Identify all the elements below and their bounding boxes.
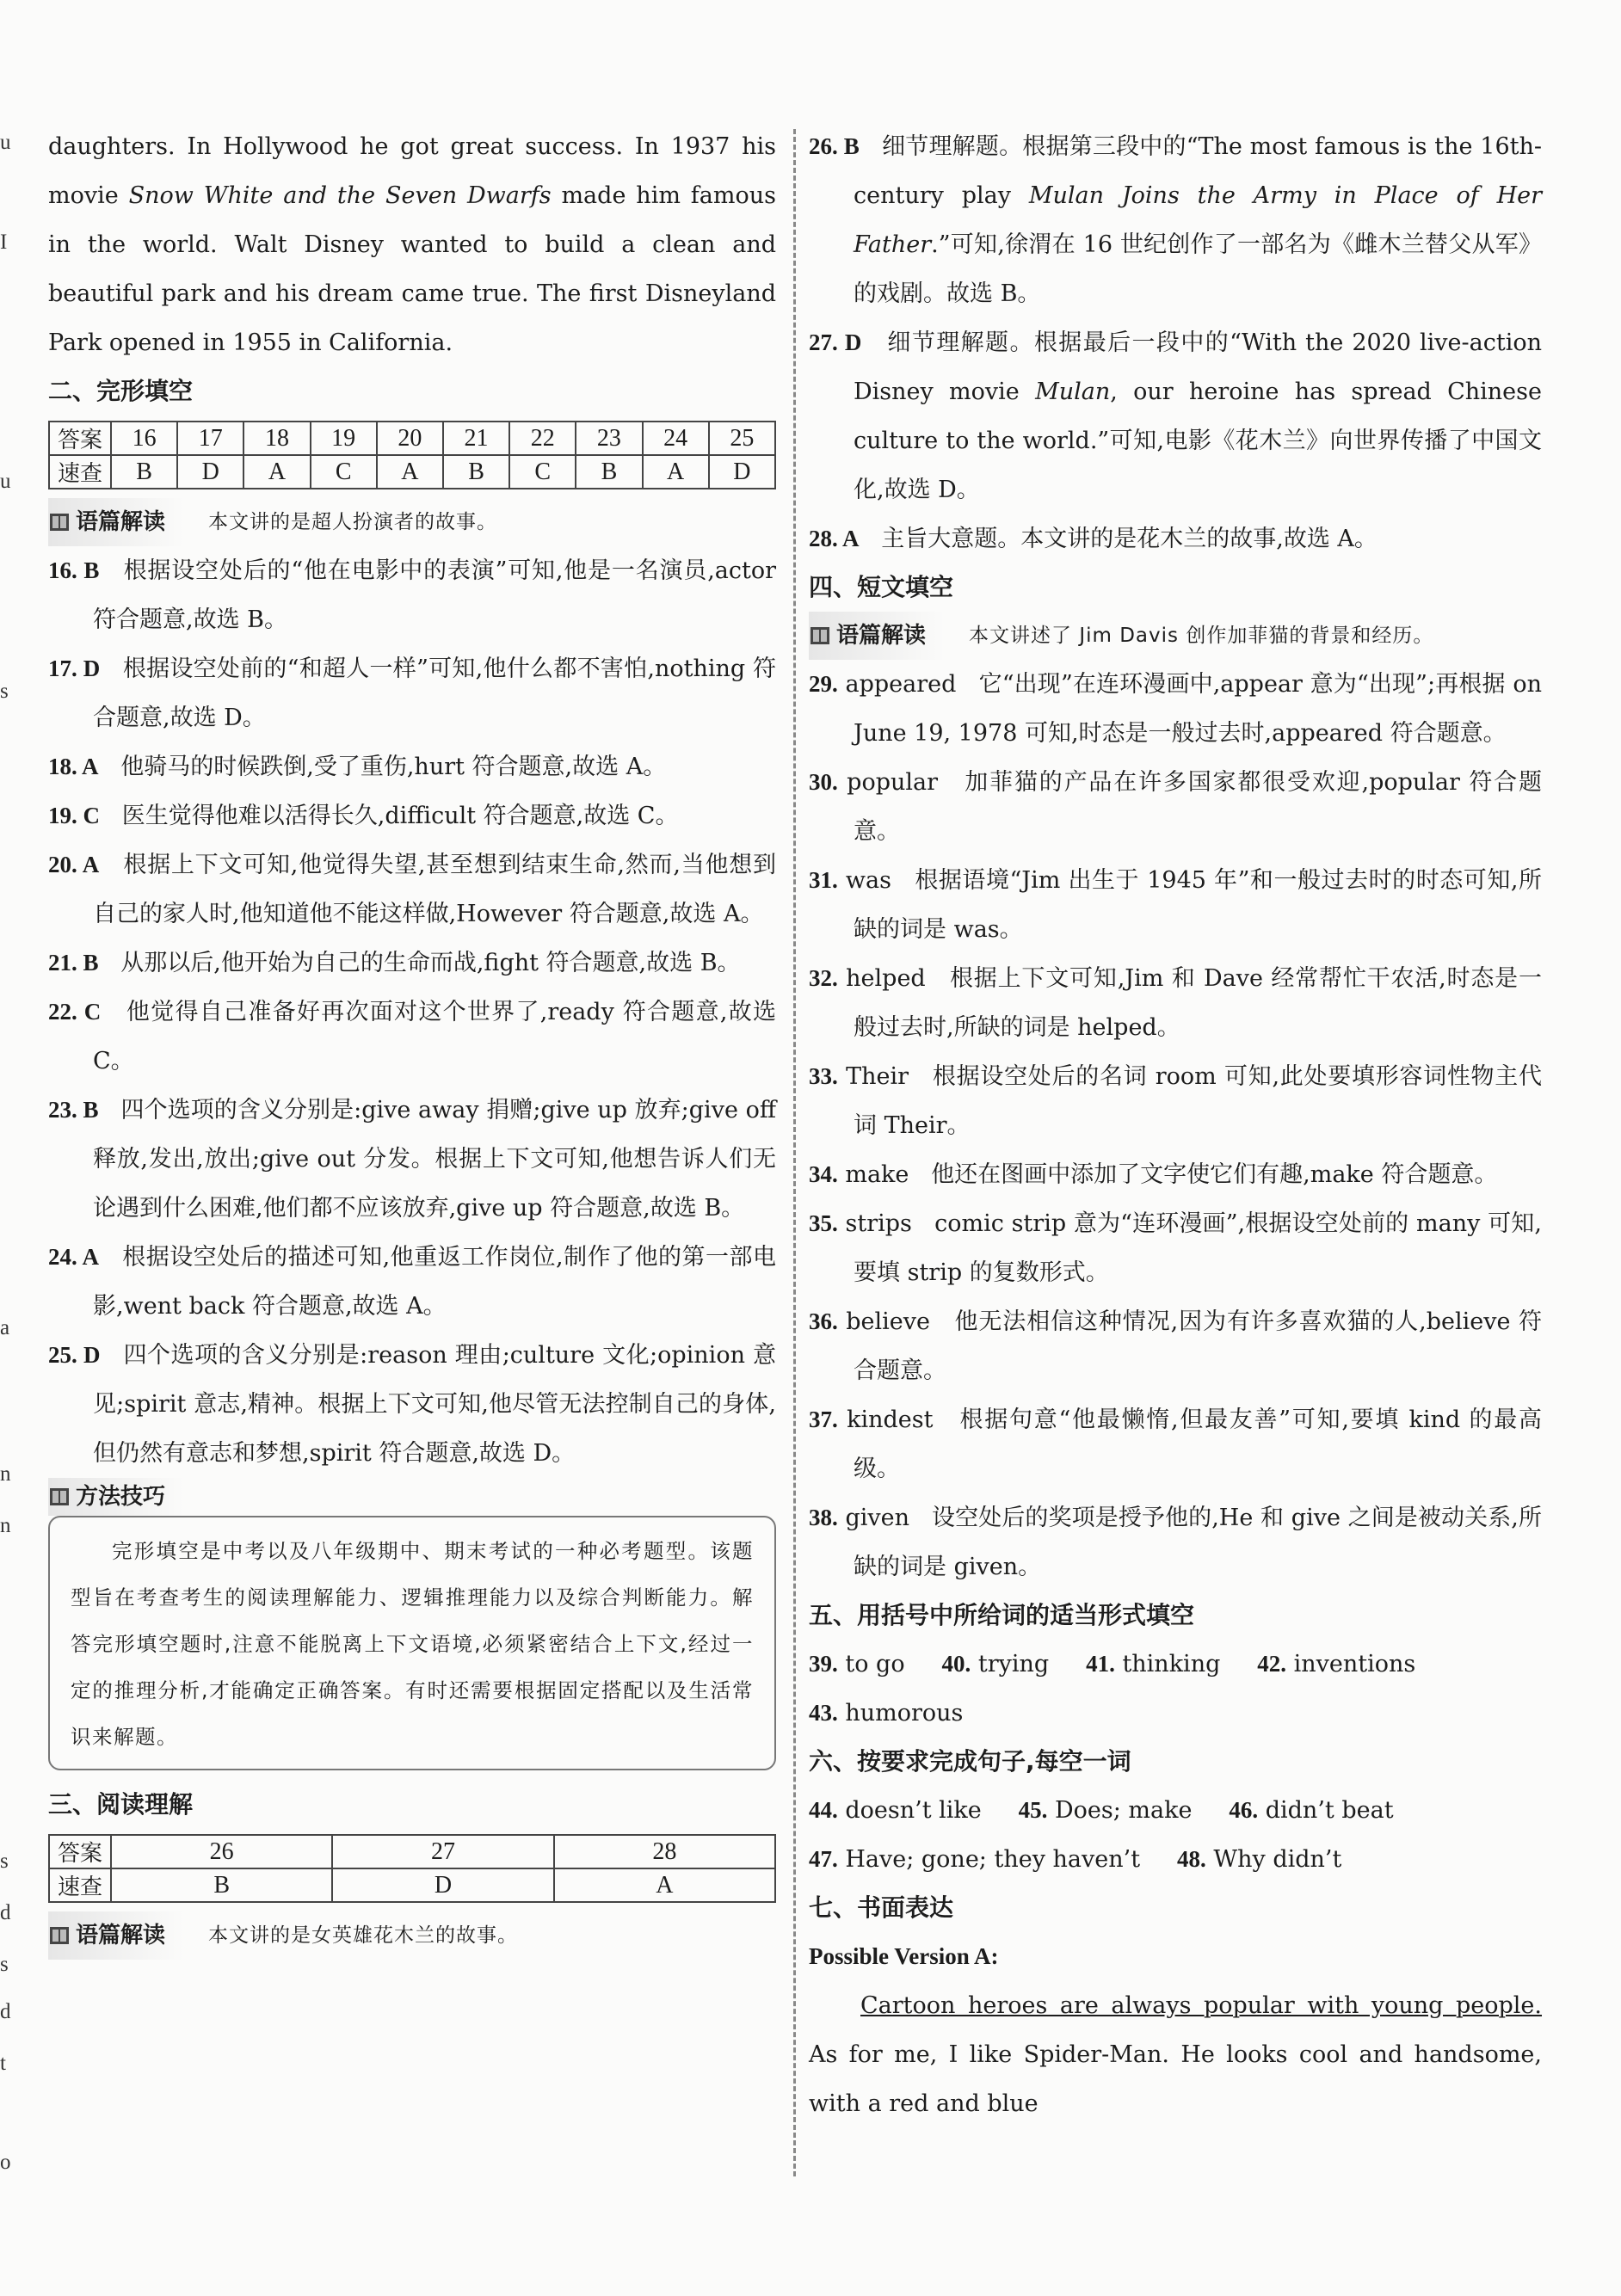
answer-cell: C [509, 455, 576, 489]
question-number: 28 [554, 1835, 775, 1868]
answer-cell: A [554, 1868, 775, 1902]
item-number: 36. [809, 1308, 838, 1334]
note-badge-label: 语篇解读 [76, 509, 166, 535]
item-number: 20. A [48, 852, 100, 877]
question-number: 27 [332, 1835, 553, 1868]
item-number: 37. [809, 1407, 838, 1432]
answer-word: believe [846, 1308, 930, 1335]
section6-title: 六、按要求完成句子,每空一词 [809, 1747, 1131, 1776]
note-badge [48, 498, 184, 546]
item-number: 38. [809, 1505, 838, 1530]
check-label: 速查 [49, 1868, 111, 1902]
item-text: 他还在图画中添加了文字使它们有趣,make 符合题意。 [931, 1161, 1498, 1188]
answer-word: appeared [845, 671, 957, 698]
answer-word: helped [846, 965, 926, 992]
item-text: 根据设空处后的名词 room 可知,此处要填形容词性物主代词 Their。 [854, 1063, 1542, 1139]
edge-char: d [0, 2000, 11, 2023]
movie-title: Snow White and the Seven Dwarfs [128, 182, 552, 209]
book-icon [48, 1486, 71, 1508]
item-number: 25. D [48, 1342, 101, 1368]
item-text: 根据设空处后的描述可知,他重返工作岗位,制作了他的第一部电影,went back 符合题意,故选 A。 [93, 1244, 776, 1320]
section7-title: 七、书面表达 [809, 1893, 954, 1922]
answer-cell: B [576, 455, 642, 489]
book-icon [809, 625, 831, 647]
answer-word: Have; gone; they haven’t [845, 1846, 1141, 1873]
edge-char: o [0, 2151, 11, 2174]
answer-word: Why didn’t [1213, 1846, 1342, 1873]
fill-item [809, 1199, 1542, 1297]
edge-char: u [0, 470, 11, 493]
item-text: 细节理解题。根据最后一段中的“With the 2020 live-action Disney movie [854, 329, 1543, 405]
explanation-item [48, 1086, 776, 1233]
essay-text: As for me, I like Spider-Man. He looks cool and handsome, with a red and blue [809, 2041, 1542, 2117]
section4-title: 四、短文填空 [809, 573, 954, 601]
passage-note [809, 612, 1542, 660]
section2-title: 二、完形填空 [48, 377, 194, 405]
question-number: 19 [311, 422, 377, 455]
tip-badge [48, 1478, 184, 1516]
item-text: 从那以后,他开始为自己的生命而战,fight 符合题意,故选 B。 [120, 950, 741, 976]
item-number: 18. A [48, 754, 99, 779]
item-number: 26. B [809, 133, 860, 159]
item-text: 根据上下文可知,Jim 和 Dave 经常帮忙干农活,时态是一般过去时,所缺的词是 helped。 [854, 965, 1542, 1041]
intro-text: daughters. In Hollywood he got great success. In 1937 his movie [48, 133, 776, 209]
tip-box: 完形填空是中考以及八年级期中、期末考试的一种必考题型。该题型旨在考查考生的阅读理解能力、逻辑推理能力以及综合判断能力。解答完形填空题时,注意不能脱离上下文语境,必须紧密结合上下文,经过一定的推理分析,才能确定正确答案。有时还需要根据固定搭配以及生活常识来解题。 [48, 1516, 776, 1770]
item-text: .”可知,徐渭在 16 世纪创作了一部名为《雌木兰替父从军》的戏剧。故选 B。 [854, 231, 1542, 307]
answer-word: popular [847, 769, 939, 796]
answer-word: humorous [845, 1700, 964, 1727]
item-number: 40. [941, 1651, 971, 1677]
answer-table-reading [48, 1834, 776, 1903]
item-number: 31. [809, 867, 838, 893]
item-text: comic strip 意为“连环漫画”,根据设空处前的 many 可知,要填 strip 的复数形式。 [854, 1210, 1543, 1286]
question-number: 16 [111, 422, 177, 455]
answer-word: inventions [1293, 1651, 1416, 1677]
explanation-item [48, 791, 776, 840]
answer-cell: A [643, 455, 709, 489]
item-text: 医生觉得他难以活得长久,difficult 符合题意,故选 C。 [121, 803, 679, 829]
item-number: 27. D [809, 329, 862, 355]
answer-label: 答案 [49, 1835, 111, 1868]
note-badge [809, 612, 945, 660]
right-column [809, 122, 1542, 2128]
answer-word: was [845, 867, 891, 894]
intro-text-cont: made him famous in the world. Walt Disney wanted to build a clean and beautiful park and his dream came true. The first Disneyland Park opened in 1955 in California. [48, 182, 776, 356]
fill-item [809, 1493, 1542, 1591]
item-number: 35. [809, 1210, 838, 1236]
fill-item [809, 1395, 1542, 1493]
explanation-item [48, 742, 776, 791]
answer-cell: D [332, 1868, 553, 1902]
question-number: 20 [377, 422, 443, 455]
item-text: 根据语境“Jim 出生于 1945 年”和一般过去时的时态可知,所缺的词是 was。 [854, 867, 1542, 943]
answer-word: didn’t beat [1265, 1797, 1394, 1824]
check-label: 速查 [49, 455, 111, 489]
note-badge-label: 语篇解读 [836, 623, 927, 649]
answer-cell: B [443, 455, 509, 489]
item-text: , our heroine has spread Chinese culture to the world.”可知,电影《花木兰》向世界传播了中国文化,故选 D。 [854, 379, 1543, 503]
fill-item [809, 758, 1542, 856]
answer-cell: D [709, 455, 775, 489]
item-number: 41. [1086, 1651, 1115, 1677]
item-text: 细节理解题。根据第三段中的“The most famous is the 16th-century play [854, 133, 1542, 209]
item-text: 它“出现”在连环漫画中,appear 意为“出现”;再根据 on June 19, 1978 可知,时态是一般过去时,appeared 符合题意。 [854, 671, 1542, 747]
edge-char: I [0, 231, 8, 254]
item-number: 30. [809, 769, 838, 795]
version-label: Possible Version A: [809, 1943, 999, 1969]
edge-char: n [0, 1514, 11, 1537]
explanation-item [809, 514, 1542, 563]
note-text: 本文讲的是女英雄花木兰的故事。 [208, 1924, 519, 1947]
answer-word: to go [845, 1651, 905, 1677]
note-text: 本文讲的是超人扮演者的故事。 [208, 511, 498, 533]
item-number: 42. [1257, 1651, 1287, 1677]
left-column [48, 122, 776, 1960]
answer-word: given [845, 1505, 909, 1531]
play-title: Mulan Joins the Army in Place of Her Father [854, 182, 1542, 258]
item-number: 19. C [48, 803, 100, 828]
explanation-item [809, 318, 1542, 514]
item-text: 他觉得自己准备好再次面对这个世界了,ready 符合题意,故选 C。 [93, 999, 777, 1074]
item-number: 44. [809, 1797, 838, 1823]
item-number: 39. [809, 1651, 838, 1677]
item-text: 设空处后的奖项是授予他的,He 和 give 之间是被动关系,所缺的词是 given。 [854, 1505, 1542, 1580]
item-text: 他无法相信这种情况,因为有许多喜欢猫的人,believe 符合题意。 [854, 1308, 1542, 1384]
book-icon [48, 511, 71, 533]
edge-char: u [0, 131, 11, 154]
fill-item [809, 1052, 1542, 1150]
fill-item [809, 1150, 1542, 1199]
question-number: 22 [509, 422, 576, 455]
item-text: 根据句意“他最懒惰,但最友善”可知,要填 kind 的最高级。 [854, 1407, 1543, 1482]
question-number: 25 [709, 422, 775, 455]
question-number: 18 [243, 422, 310, 455]
item-number: 21. B [48, 950, 99, 976]
section3-title: 三、阅读理解 [48, 1790, 194, 1819]
edge-char: s [0, 1850, 9, 1873]
note-badge-label: 语篇解读 [76, 1923, 166, 1948]
item-number: 45. [1018, 1797, 1048, 1823]
answer-cell: A [243, 455, 310, 489]
question-number: 26 [111, 1835, 332, 1868]
answer-label: 答案 [49, 422, 111, 455]
passage-note [48, 498, 776, 546]
question-number: 23 [576, 422, 642, 455]
sec5-answers [809, 1640, 1542, 1738]
answer-word: Does; make [1055, 1797, 1193, 1824]
item-number: 33. [809, 1063, 838, 1089]
item-number: 43. [809, 1700, 838, 1726]
sec6-answers [809, 1786, 1542, 1884]
note-badge [48, 1911, 184, 1960]
question-number: 17 [177, 422, 243, 455]
answer-word: trying [977, 1651, 1050, 1677]
item-number: 34. [809, 1161, 838, 1187]
item-text: 根据设空处前的“和超人一样”可知,他什么都不害怕,nothing 符合题意,故选 D。 [93, 656, 776, 731]
edge-char: t [0, 2052, 6, 2075]
item-text: 四个选项的含义分别是:give away 捐赠;give up 放弃;give off 释放,发出,放出;give out 分发。根据上下文可知,他想告诉人们无论遇到什么困难,他们都不应该放弃,give up 符合题意,故选 B。 [93, 1097, 777, 1222]
essay-paragraph [809, 1981, 1542, 2128]
edge-char: d [0, 1901, 11, 1924]
fill-item [809, 856, 1542, 954]
fill-item [809, 660, 1542, 758]
answer-cell: C [311, 455, 377, 489]
item-text: 四个选项的含义分别是:reason 理由;culture 文化;opinion 意见;spirit 意志,精神。根据上下文可知,他尽管无法控制自己的身体,但仍然有意志和梦想,spirit 符合题意,故选 D。 [93, 1342, 777, 1467]
fill-item [809, 1297, 1542, 1395]
item-text: 根据上下文可知,他觉得失望,甚至想到结束生命,然而,当他想到自己的家人时,他知道他不能这样做,However 符合题意,故选 A。 [93, 852, 776, 927]
item-number: 22. C [48, 999, 102, 1025]
answer-table-cloze [48, 421, 776, 489]
answer-word: thinking [1122, 1651, 1221, 1677]
item-number: 17. D [48, 656, 101, 681]
intro-paragraph [48, 122, 776, 367]
item-number: 28. A [809, 526, 860, 551]
item-number: 29. [809, 671, 838, 697]
answer-cell: B [111, 1868, 332, 1902]
answer-word: doesn’t like [845, 1797, 982, 1824]
edge-char: s [0, 1953, 9, 1976]
answer-cell: D [177, 455, 243, 489]
explanation-item [48, 1331, 776, 1478]
tip-header [48, 1478, 776, 1516]
item-number: 47. [809, 1846, 838, 1872]
answer-word: strips [845, 1210, 912, 1237]
edge-char: n [0, 1462, 11, 1486]
column-divider [793, 129, 796, 2176]
explanation-item [48, 1233, 776, 1331]
item-number: 16. B [48, 557, 100, 583]
edge-char: s [0, 680, 9, 703]
question-number: 21 [443, 422, 509, 455]
item-number: 46. [1229, 1797, 1259, 1823]
explanation-item [48, 546, 776, 644]
explanation-item [48, 939, 776, 988]
answer-word: make [845, 1161, 909, 1188]
answer-cell: A [377, 455, 443, 489]
item-number: 24. A [48, 1244, 99, 1270]
edge-char: a [0, 1316, 10, 1339]
fill-item [809, 954, 1542, 1052]
item-text: 根据设空处后的“他在电影中的表演”可知,他是一名演员,actor 符合题意,故选 B。 [93, 557, 777, 633]
answer-cell: B [111, 455, 177, 489]
explanation-item [48, 988, 776, 1086]
item-text: 加菲猫的产品在许多国家都很受欢迎,popular 符合题意。 [854, 769, 1543, 845]
item-text: 主旨大意题。本文讲的是花木兰的故事,故选 A。 [881, 526, 1378, 552]
passage-note [48, 1911, 776, 1960]
explanation-item [809, 122, 1542, 318]
item-number: 32. [809, 965, 838, 991]
section5-title: 五、用括号中所给词的适当形式填空 [809, 1601, 1195, 1629]
item-number: 23. B [48, 1097, 99, 1123]
book-icon [48, 1924, 71, 1947]
answer-word: kindest [847, 1407, 934, 1433]
movie-title: Mulan [1035, 379, 1111, 405]
item-number: 48. [1177, 1846, 1206, 1872]
tip-badge-label: 方法技巧 [76, 1484, 166, 1510]
note-text: 本文讲述了 Jim Davis 创作加菲猫的背景和经历。 [969, 625, 1434, 647]
explanation-item [48, 644, 776, 742]
question-number: 24 [643, 422, 709, 455]
explanation-item [48, 840, 776, 939]
essay-topic-sentence: Cartoon heroes are always popular with young people. [860, 1992, 1542, 2019]
answer-word: Their [846, 1063, 909, 1090]
item-text: 他骑马的时候跌倒,受了重伤,hurt 符合题意,故选 A。 [120, 754, 667, 780]
